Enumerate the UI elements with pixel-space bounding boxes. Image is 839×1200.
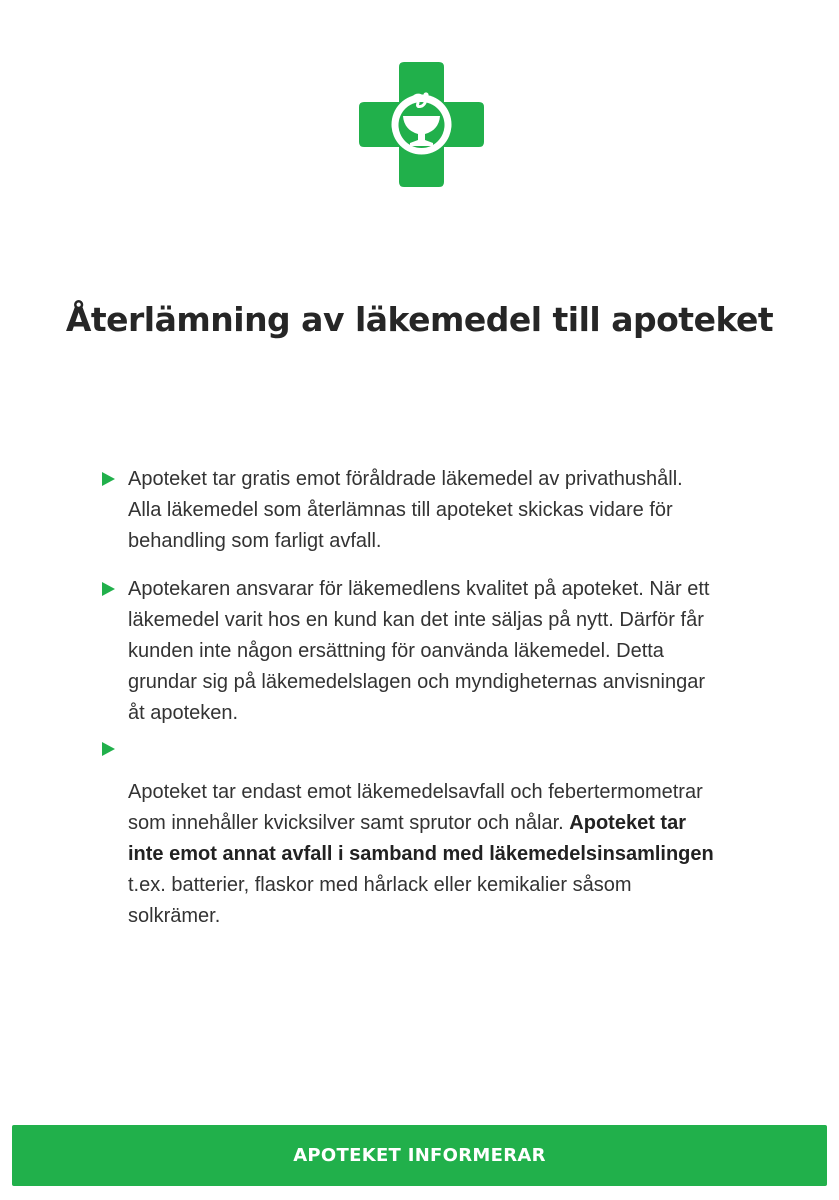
page-title: Återlämning av läkemedel till apoteket	[65, 300, 774, 339]
bullet-triangle-icon	[102, 582, 115, 596]
list-item-emphasis: Apoteket tar inte emot annat avfall i samband med läkemedelsinsamlingen	[128, 812, 714, 865]
list-item-text-end: t.ex. batterier, flaskor med hårlack eller kemikalier såsom solkrämer.	[128, 874, 632, 927]
info-list	[100, 464, 720, 932]
bullet-triangle-icon	[102, 472, 115, 486]
list-item-text: Apoteket tar endast emot läkemedelsavfall och febertermometrar som innehåller kvicksilver samt sprutor och nålar.	[128, 781, 703, 834]
list-item	[100, 464, 720, 557]
list-item	[100, 574, 720, 729]
bullet-triangle-icon	[102, 742, 115, 756]
list-item-text: Apoteket tar gratis emot föråldrade läkemedel av privathushåll. Alla läkemedel som återlämnas till apoteket skickas vidare för behandling som farligt avfall.	[128, 468, 683, 552]
list-item-text: Apotekaren ansvarar för läkemedlens kvalitet på apoteket. När ett läkemedel varit hos en kund kan det inte säljas på nytt. Därför får kunden inte någon ersättning för oanvända läkemedel. Detta grundar sig på läkemedelslagen och myndigheternas anvisningar åt apoteken.	[128, 578, 710, 724]
apoteket-informerar-button[interactable]: APOTEKET INFORMERAR	[12, 1125, 827, 1186]
list-item	[100, 746, 720, 932]
pharmacy-cross-icon	[359, 62, 484, 187]
